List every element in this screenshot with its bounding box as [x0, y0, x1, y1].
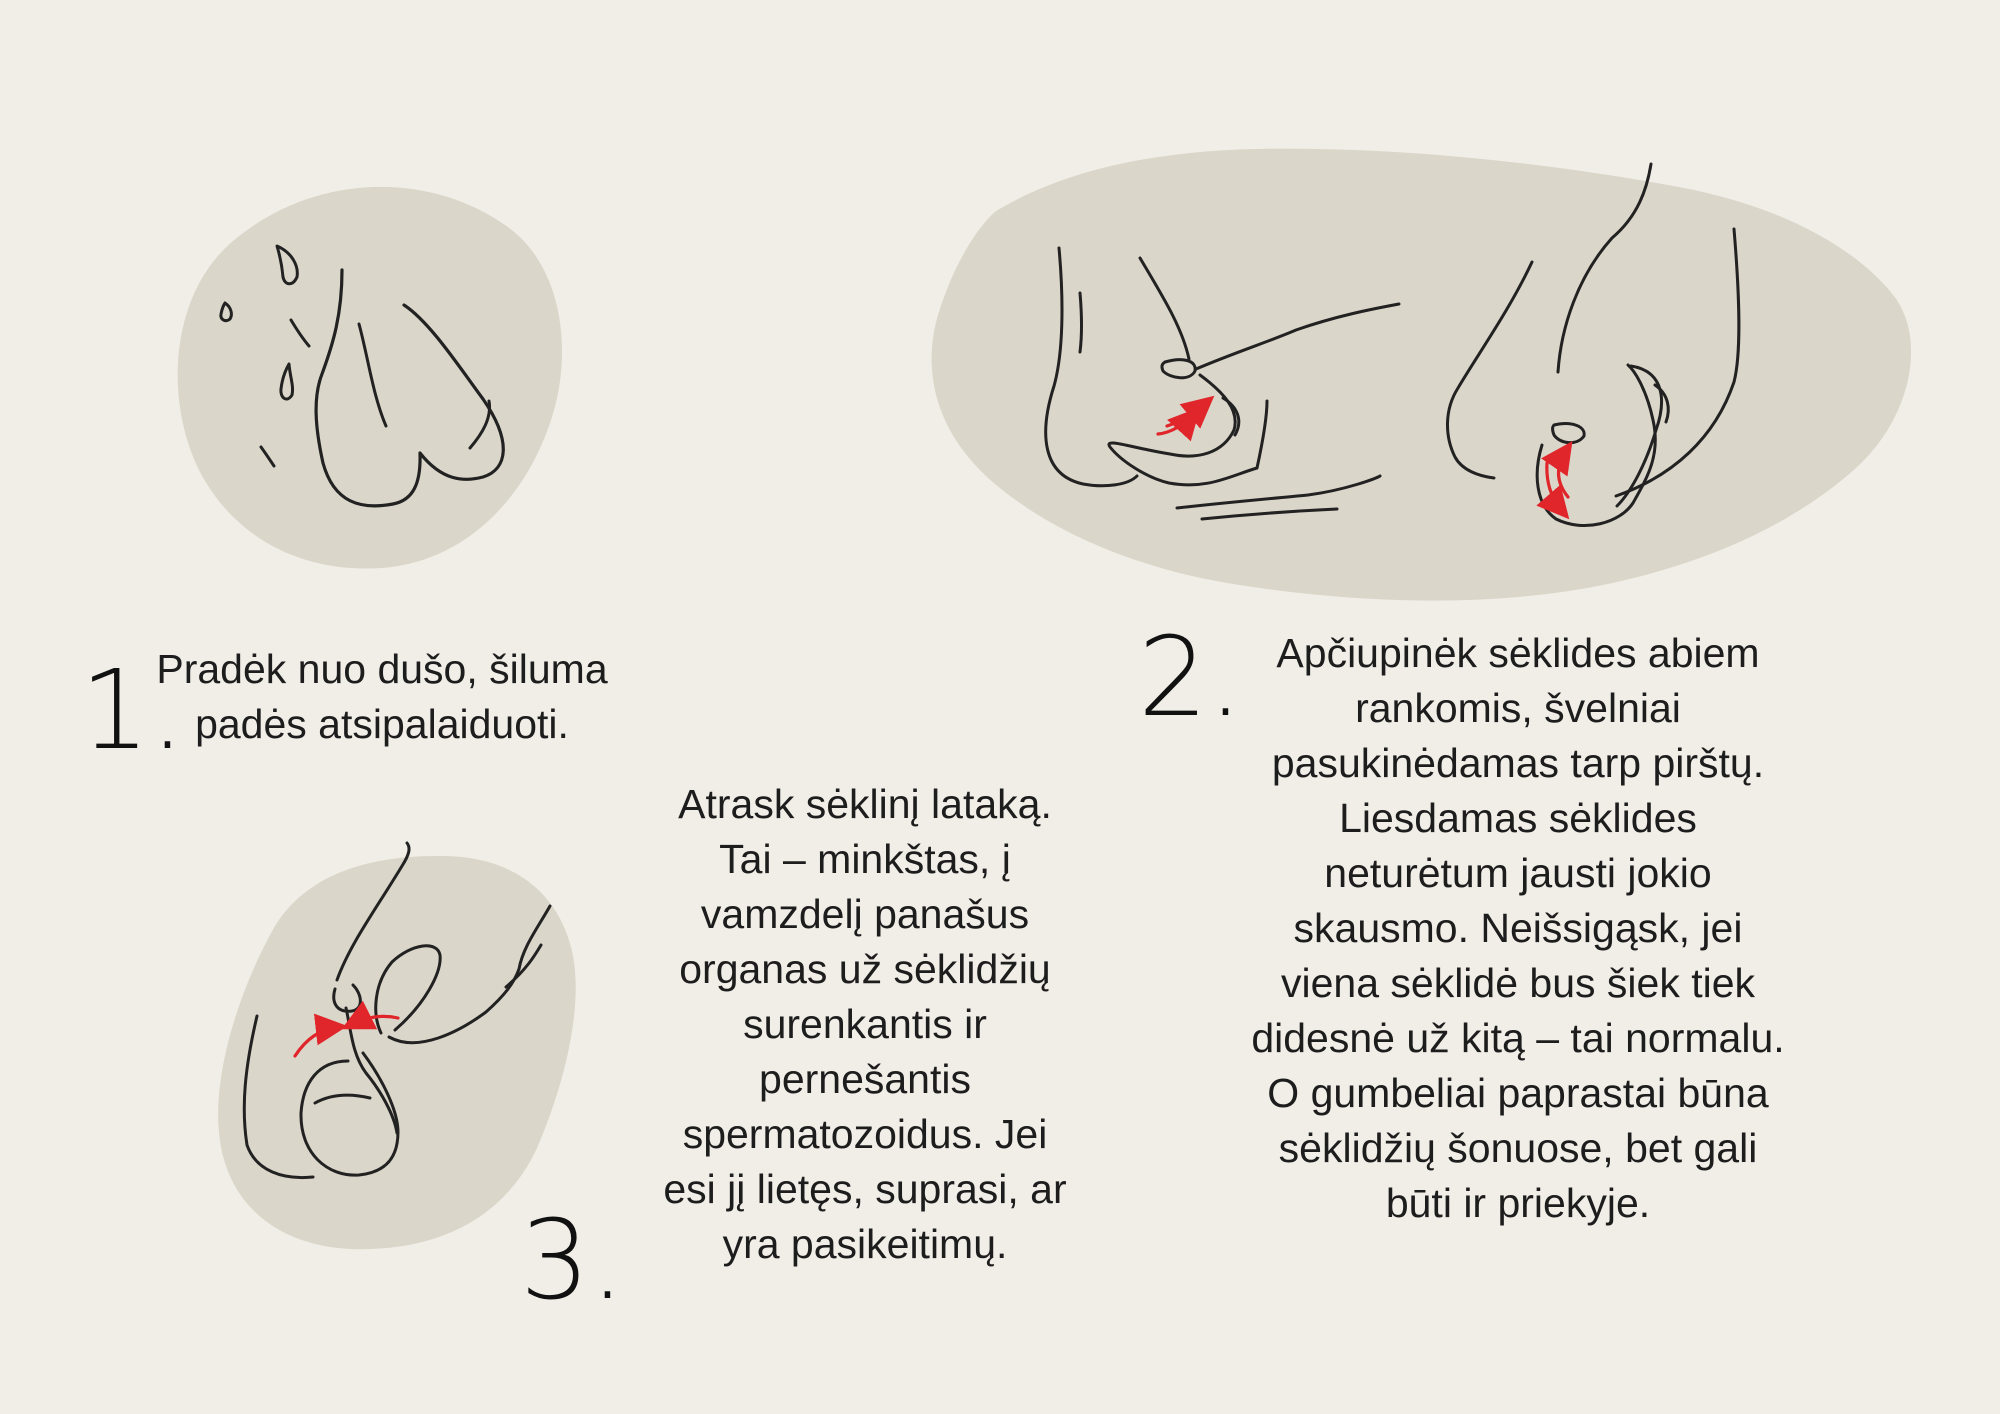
step3-blob: [218, 856, 576, 1249]
step-1-number: 1.: [80, 646, 185, 774]
step-3-text: Atrask sėklinį lataką. Tai – minkštas, į vamzdelį panašus organas už sėklidžių surenkantis ir pernešantis spermatozoidus. Jei esi jį lietęs, suprasi, ar yra pasikeitimų.: [663, 781, 1067, 1267]
step-2-text: Apčiupinėk sėklides abiem rankomis, švelniai pasukinėdamas tarp pirštų. Liesdamas sėklides neturėtum jausti jokio skausmo. Neišsigąsk, jei viena sėklidė bus šiek tiek didesnė už kitą – tai normalu. O gumbeliai paprastai būna sėklidžių šonuose, bet gali būti ir priekyje.: [1251, 630, 1785, 1226]
step3-illustration: [218, 843, 576, 1249]
step1-illustration: [178, 187, 562, 569]
step-2-number: 2.: [1138, 613, 1243, 741]
step2-illustration: [932, 149, 1911, 601]
step-1-text: Pradėk nuo dušo, šiluma padės atsipalaiduoti.: [156, 646, 608, 747]
step-3-number: 3.: [520, 1196, 625, 1324]
step2-blob: [932, 149, 1911, 601]
left-leg-inner-line: [1080, 293, 1082, 352]
